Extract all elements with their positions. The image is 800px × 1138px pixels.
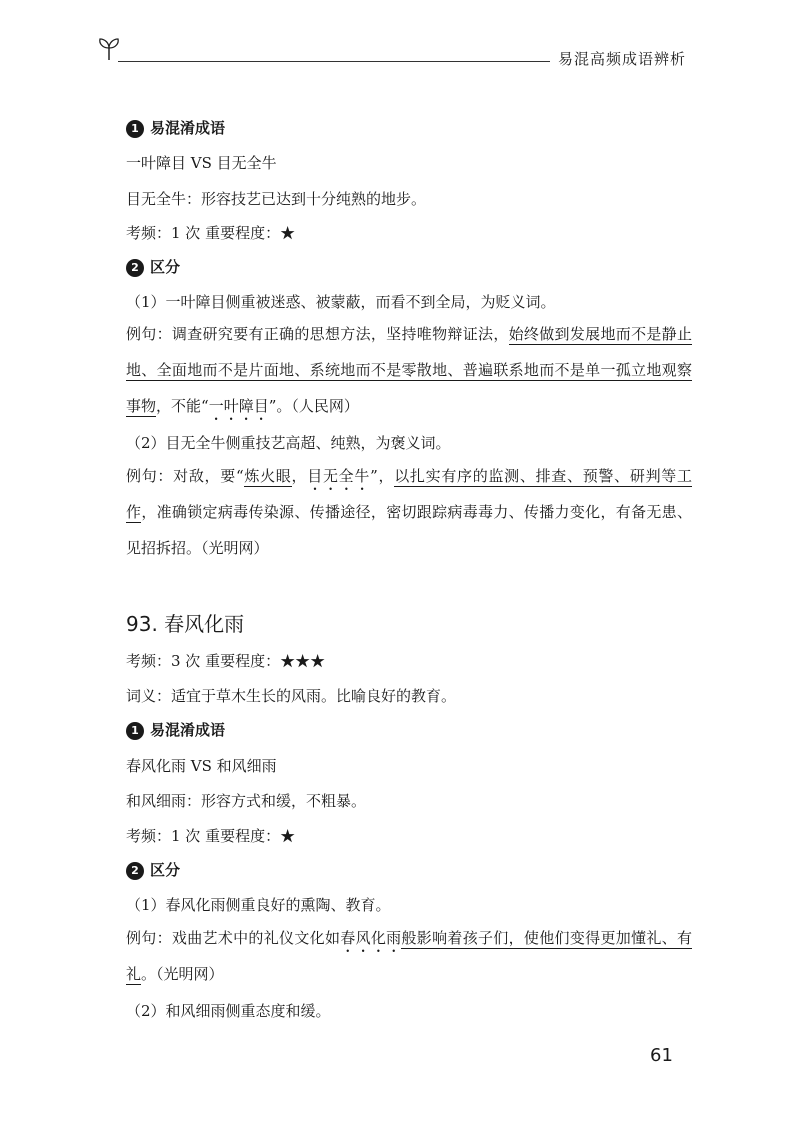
page-number: 61 [650, 1045, 673, 1066]
badge-icon: 1 [126, 120, 144, 138]
distinction-point-4: （2）和风细雨侧重态度和缓。 [126, 1002, 331, 1020]
underlined-text: 炼火眼 [243, 467, 292, 485]
text: ”。（人民网） [268, 397, 359, 415]
section-heading-distinguish-2 [126, 859, 180, 880]
dotted-idiom: 一叶障目 [208, 397, 269, 415]
idiom-pair-1: 一叶障目 VS 目无全牛 [126, 154, 277, 172]
entry-meaning: 词义：适宜于草木生长的风雨。比喻良好的教育。 [126, 687, 457, 705]
text: 。（光明网） [141, 965, 224, 983]
text: ， [291, 467, 308, 485]
header-rule [118, 61, 550, 62]
entry-frequency: 考频：3 次 重要程度：★★★ [126, 652, 326, 670]
dotted-idiom: 春风化雨 [340, 929, 402, 947]
text: 例句：戏曲艺术中的礼仪文化如 [126, 929, 341, 947]
text: 例句：对敌，要“ [126, 467, 244, 485]
section-heading-confusable-2 [126, 719, 225, 740]
example-sentence-3 [126, 920, 692, 992]
sprout-icon [96, 36, 122, 62]
text: ”， [370, 467, 395, 485]
distinction-point-1: （1）一叶障目侧重被迷惑、被蒙蔽，而看不到全局，为贬义词。 [126, 293, 556, 311]
definition-1: 目无全牛：形容技艺已达到十分纯熟的地步。 [126, 190, 427, 208]
section-heading-distinguish-1 [126, 256, 180, 277]
text: 例句：调查研究要有正确的思想方法，坚持唯物辩证法， [126, 325, 509, 343]
example-sentence-2 [126, 458, 692, 566]
text: ，不能“ [156, 397, 209, 415]
frequency-2: 考频：1 次 重要程度：★ [126, 827, 296, 845]
heading-text: 区分 [150, 258, 181, 276]
underlined-text: 般影响着孩子们，使他们变得更加懂礼、有礼 [126, 929, 692, 983]
idiom-pair-2: 春风化雨 VS 和风细雨 [126, 757, 277, 775]
heading-text: 易混淆成语 [150, 119, 226, 137]
text: ，准确锁定病毒传染源、传播途径，密切跟踪病毒毒力、传播力变化，有备无患、见招拆招。（光明网） [126, 503, 692, 557]
entry-title: 93. 春风化雨 [126, 612, 245, 636]
underlined-text: 始终做到发展地而不是静止地、全面地而不是片面地、系统地而不是零散地、普遍联系地而不是单一孤立地观察事物 [126, 325, 692, 415]
distinction-point-3: （1）春风化雨侧重良好的熏陶、教育。 [126, 896, 391, 914]
badge-icon: 2 [126, 259, 144, 277]
frequency-1: 考频：1 次 重要程度：★ [126, 224, 296, 242]
example-sentence-1 [126, 316, 692, 424]
definition-2: 和风细雨：形容方式和缓，不粗暴。 [126, 792, 367, 810]
running-header: 易混高频成语辨析 [558, 50, 687, 68]
badge-icon: 2 [126, 862, 144, 880]
heading-text: 区分 [150, 861, 181, 879]
underlined-text: 以扎实有序的监测、排查、预警、研判等工作 [126, 467, 692, 521]
distinction-point-2: （2）目无全牛侧重技艺高超、纯熟，为褒义词。 [126, 434, 451, 452]
dotted-idiom: 目无全牛 [307, 467, 371, 485]
heading-text: 易混淆成语 [150, 721, 226, 739]
badge-icon: 1 [126, 722, 144, 740]
section-heading-confusable-1 [126, 117, 225, 138]
